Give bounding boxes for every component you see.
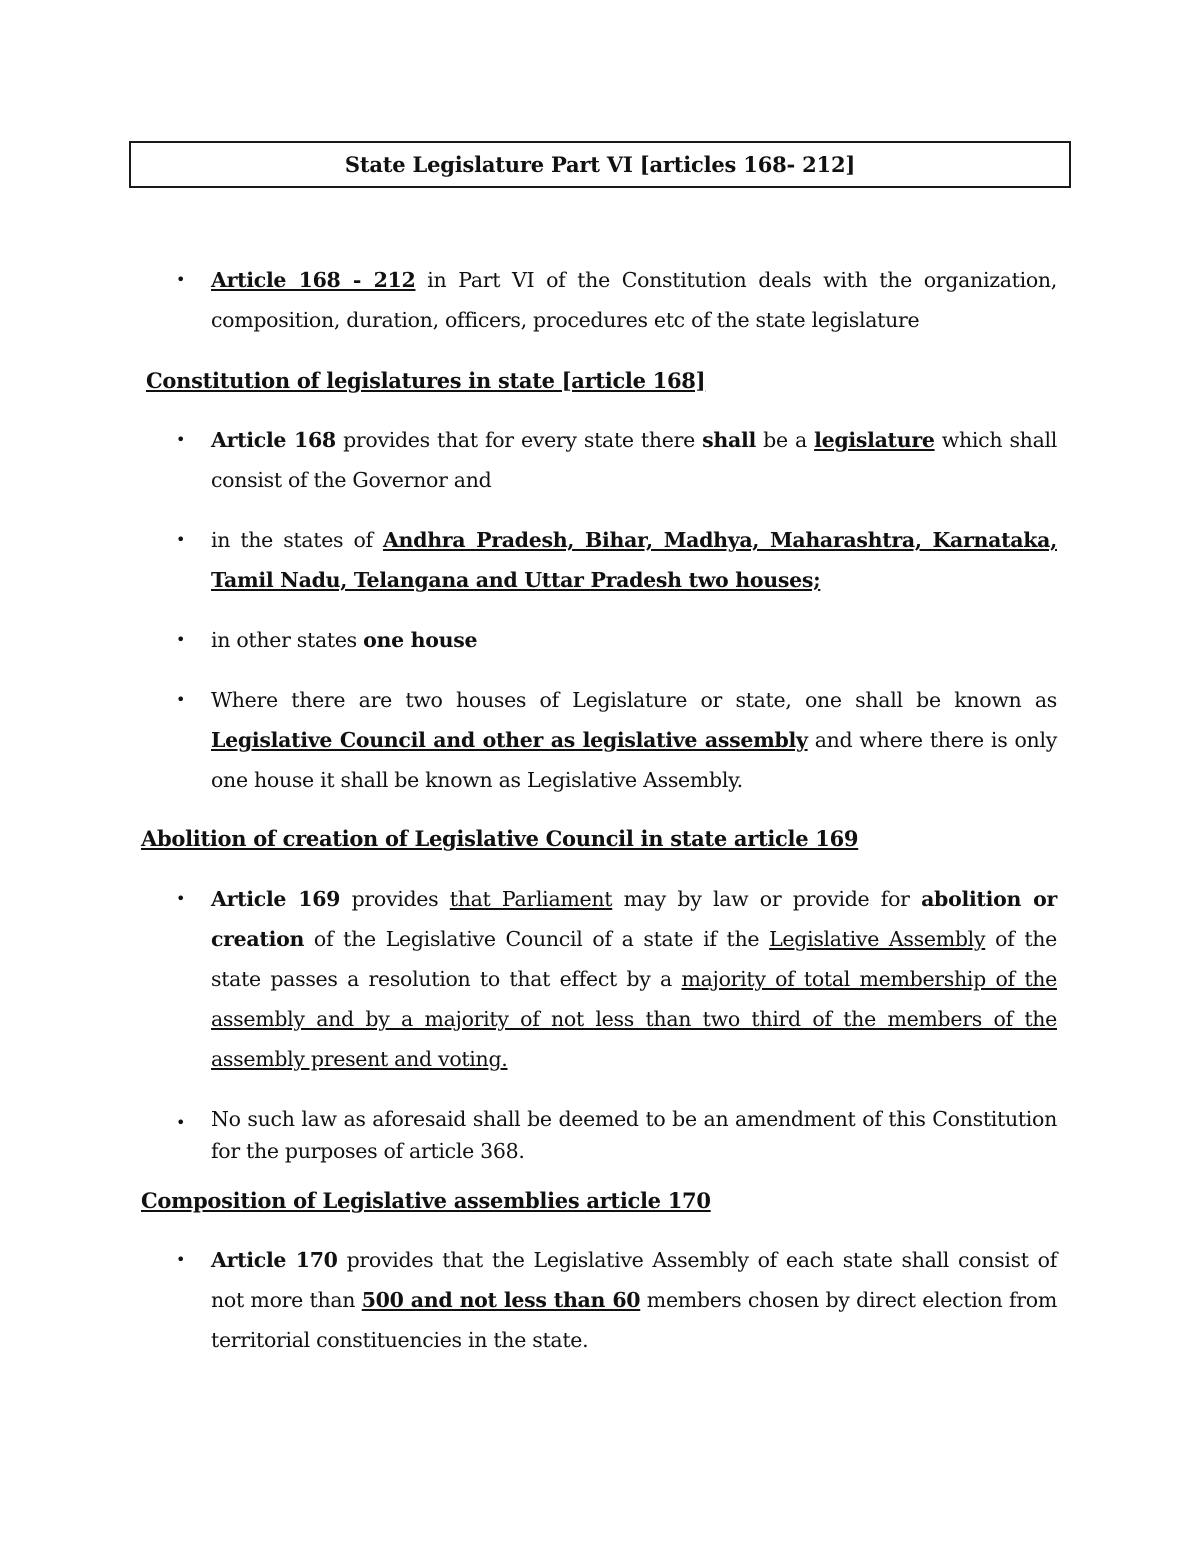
- s1b1-text1: provides that for every state there: [335, 428, 703, 452]
- s1b2-states: Andhra Pradesh, Bihar, Madhya, Maharashtra, Karnataka, Tamil Nadu, Telangana and Uttar Pradesh two houses;: [211, 528, 1057, 592]
- section3-heading: Composition of Legislative assemblies article 170: [141, 1188, 711, 1213]
- s1b1-shall: shall: [702, 428, 756, 452]
- bullet-icon: •: [176, 690, 186, 709]
- s1b1-text2: be a: [755, 428, 815, 452]
- section1-heading: Constitution of legislatures in state [article 168]: [146, 368, 706, 393]
- section2-heading: Abolition of creation of Legislative Council in state article 169: [141, 826, 859, 851]
- s2b1-text3: of the Legislative Council of a state if the: [304, 927, 770, 951]
- s2b1-majority: majority of total membership of the assembly and by a majority of not less than two third of the members of the assembly present and voting.: [211, 967, 1057, 1071]
- s3b1-article: Article 170: [211, 1248, 338, 1272]
- intro-bullet-block: [0, 260, 1200, 340]
- bullet-icon: •: [176, 270, 186, 289]
- document-title: State Legislature Part VI [articles 168- 212]: [344, 152, 856, 177]
- s3b1-text1: provides that the Legislative Assembly of each state shall consist of not more than: [211, 1248, 1058, 1312]
- s1b1-article: Article 168: [211, 428, 336, 452]
- s2b1-text2: may by law or provide for: [612, 887, 922, 911]
- intro-item: [211, 260, 1057, 340]
- section1-item2: [211, 520, 1057, 600]
- section1-item4: [211, 680, 1057, 800]
- section1-bullet4-block: [0, 680, 1200, 800]
- bullet-icon: •: [176, 1250, 186, 1269]
- section2-item2: No such law as aforesaid shall be deemed to be an amendment of this Constitution for the purposes of article 368.: [211, 1107, 1057, 1163]
- intro-ref: Article 168 - 212: [211, 268, 416, 292]
- s2b1-abolition: abolition or creation: [211, 887, 1057, 951]
- s3b1-numbers: 500 and not less than 60: [361, 1288, 641, 1312]
- s2b1-article: Article 169: [211, 887, 341, 911]
- intro-text: in Part VI of the Constitution deals with the organization, composition, duration, officers, procedures etc of the state legislature: [211, 268, 1057, 332]
- bullet-icon: •: [176, 530, 186, 549]
- s1b4-council: Legislative Council and other as legislative assembly: [211, 728, 808, 752]
- section3-bullet1-block: [0, 1240, 1200, 1360]
- s1b3-one-house: one house: [363, 628, 478, 652]
- bullet-icon: •: [176, 630, 186, 649]
- bullet-icon: •: [176, 889, 186, 908]
- s1b4-text2: and where there is only one house it shall be known as Legislative Assembly.: [211, 728, 1057, 792]
- s2b1-text1: provides: [340, 887, 450, 911]
- section1-item3: [211, 620, 1057, 660]
- section2-item1: [211, 879, 1057, 1079]
- bullet-icon: •: [176, 430, 186, 449]
- section3-item1: [211, 1240, 1057, 1360]
- section2-bullet2-block: [0, 1103, 1200, 1167]
- section1-bullet1-block: [0, 420, 1200, 500]
- section2-bullet1-block: [0, 879, 1200, 1079]
- bullet-icon: •: [176, 1113, 186, 1132]
- s1b2-text: in the states of: [211, 528, 383, 552]
- section1-bullet3-block: [0, 620, 1200, 660]
- s2b1-assembly: Legislative Assembly: [769, 927, 986, 951]
- section1-bullet2-block: [0, 520, 1200, 600]
- s1b4-text1: Where there are two houses of Legislature or state, one shall be known as: [211, 688, 1057, 712]
- s1b3-text: in other states: [211, 628, 364, 652]
- document-title-box: [129, 141, 1071, 188]
- s2b1-text4: of the state passes a resolution to that effect by a: [211, 927, 1057, 991]
- s2b1-parliament: that Parliament: [449, 887, 613, 911]
- s1b1-legislature: legislature: [814, 428, 935, 452]
- section1-item1: [211, 420, 1057, 500]
- s1b1-text3: which shall consist of the Governor and: [211, 428, 1058, 492]
- s3b1-text2: members chosen by direct election from territorial constituencies in the state.: [211, 1288, 1057, 1352]
